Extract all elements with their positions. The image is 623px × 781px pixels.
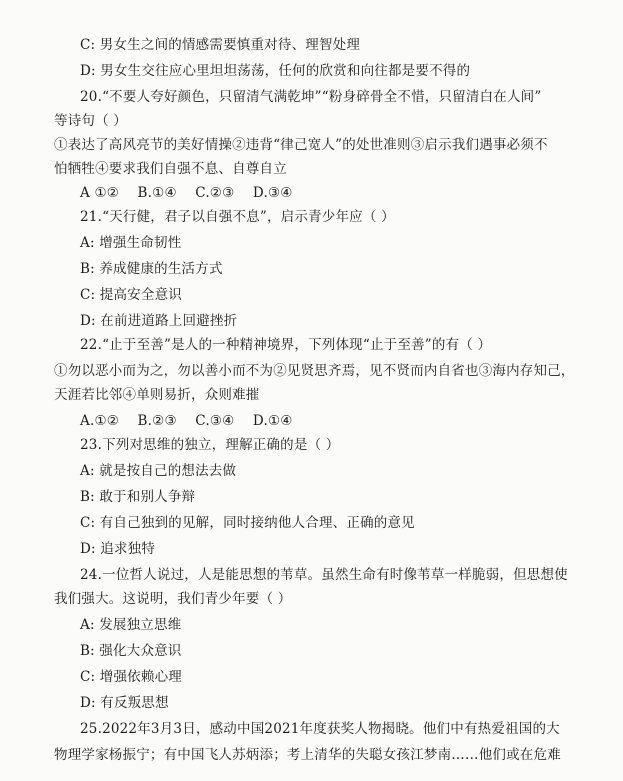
q24-option-a: A: 发展独立思维: [80, 617, 182, 633]
q23-option-a: A: 就是按自己的想法去做: [80, 463, 237, 479]
q20-items-line1: ①表达了高风亮节的美好情操②违背“律己宽人”的处世准则③启示我们遇事必须不: [54, 137, 548, 153]
q22-answer-a: A.①②: [80, 413, 120, 429]
q22-answer-d: D.①④: [252, 413, 293, 429]
q22-answer-choices: [80, 412, 307, 430]
q20-answer-choices: [80, 184, 307, 202]
q20-answer-b: B.①④: [137, 185, 177, 201]
q20-answer-d: D.③④: [252, 185, 293, 201]
q25-stem-line1: 25.2022年3月3日，感动中国2021年度获奖人物揭晓。他们中有热爱祖国的大: [80, 721, 560, 737]
q19-option-d: D: 男女生交往应心里坦坦荡荡，任何的欣赏和向往都是要不得的: [80, 63, 471, 79]
q21-option-a: A: 增强生命韧性: [80, 235, 182, 251]
q23-option-d: D: 追求独特: [80, 541, 156, 557]
q19-option-c: C: 男女生之间的情感需要慎重对待、理智处理: [80, 37, 361, 53]
q20-stem-line2: 等诗句（ ）: [54, 113, 127, 129]
q20-items-line2: 怕牺牲④要求我们自强不息、自尊自立: [54, 161, 287, 177]
q24-option-d: D: 有反叛思想: [80, 695, 169, 711]
q21-option-c: C: 提高安全意识: [80, 287, 182, 303]
q22-answer-b: B.②③: [137, 413, 177, 429]
q21-option-d: D: 在前进道路上回避挫折: [80, 313, 238, 329]
q25-stem-line2: 物理学家杨振宁；有中国飞人苏炳添；考上清华的失聪女孩江梦南……他们或在危难: [54, 747, 561, 763]
q24-stem-line1: 24.一位哲人说过，人是能思想的苇草。虽然生命有时像苇草一样脆弱，但思想使: [80, 567, 568, 583]
q22-stem: 22.“止于至善”是人的一种精神境界，下列体现“止于至善”的有（ ）: [80, 337, 492, 353]
q23-stem: 23.下列对思维的独立，理解正确的是（ ）: [80, 437, 340, 453]
q20-answer-a: A ①②: [80, 185, 120, 201]
q23-option-b: B: 敢于和别人争辩: [80, 489, 196, 505]
q24-stem-line2: 我们强大。这说明，我们青少年要（ ）: [54, 591, 292, 607]
q22-items-line1: ①勿以恶小而为之，勿以善小而不为②见贤思齐焉，见不贤而内自省也③海内存知己，: [54, 363, 575, 379]
q20-stem-line1: 20.“不要人夸好颜色，只留清气满乾坤”“粉身碎骨全不惜，只留清白在人间”: [80, 89, 542, 105]
q23-option-c: C: 有自己独到的见解，同时接纳他人合理、正确的意见: [80, 515, 415, 531]
q21-stem: 21.“天行健，君子以自强不息”，启示青少年应（ ）: [80, 209, 395, 225]
q21-option-b: B: 养成健康的生活方式: [80, 261, 223, 277]
q22-answer-c: C.③④: [195, 413, 235, 429]
q24-option-b: B: 强化大众意识: [80, 643, 182, 659]
q20-answer-c: C.②③: [195, 185, 235, 201]
q24-option-c: C: 增强依赖心理: [80, 669, 182, 685]
q22-items-line2: 天涯若比邻④单则易折，众则难摧: [54, 387, 260, 403]
